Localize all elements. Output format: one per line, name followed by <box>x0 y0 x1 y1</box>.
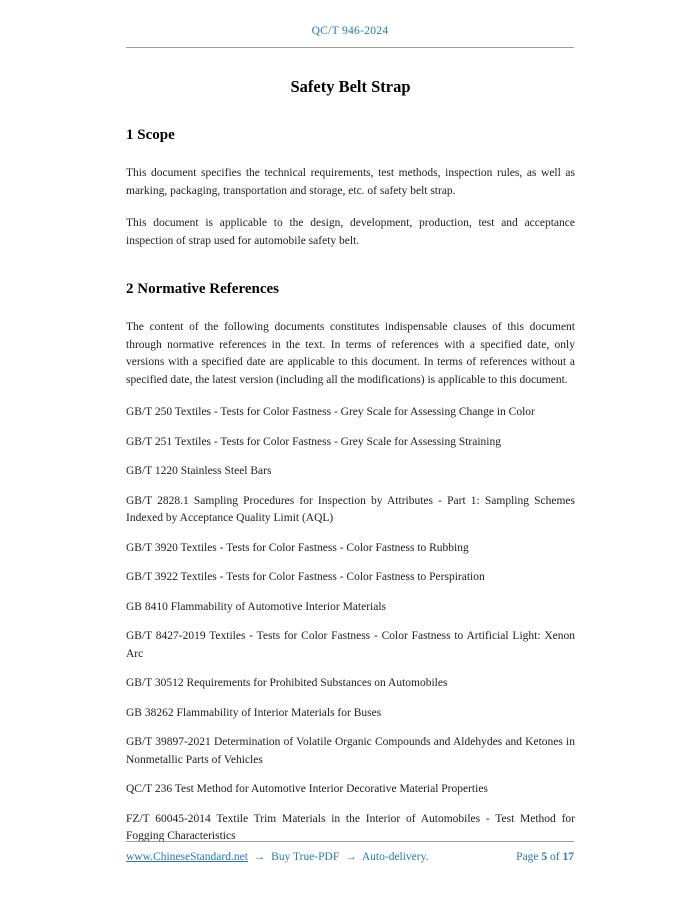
reference-item: GB 38262 Flammability of Interior Materials for Buses <box>126 706 382 719</box>
page-footer <box>126 841 574 863</box>
reference-item: GB/T 2828.1 Sampling Procedures for Inspection by Attributes - Part 1: Sampling Schemes Indexed by Acceptance Quality Limit (AQL) <box>126 494 575 524</box>
current-page-number: 5 <box>541 851 548 863</box>
document-title: Safety Belt Strap <box>290 77 411 96</box>
reference-item: GB/T 30512 Requirements for Prohibited Substances on Automobiles <box>126 677 448 689</box>
scope-paragraph-2: This document is applicable to the design, development, production, test and acceptance inspection of strap used for automobile safety belt. <box>126 217 575 247</box>
reference-item: GB/T 3920 Textiles - Tests for Color Fastness - Color Fastness to Rubbing <box>126 541 469 554</box>
reference-item: GB/T 1220 Stainless Steel Bars <box>126 465 272 477</box>
reference-item: GB/T 3922 Textiles - Tests for Color Fastness - Color Fastness to Perspiration <box>126 571 485 583</box>
footer-delivery-label: Auto-delivery. <box>361 851 429 863</box>
section-heading-normative-references: 2 Normative References <box>126 281 279 297</box>
arrow-icon: → <box>253 851 266 863</box>
arrow-icon: → <box>345 851 357 863</box>
total-page-number: 17 <box>562 851 574 863</box>
page-word: Page <box>516 851 539 863</box>
header-doc-code: QC/T 946-2024 <box>311 25 389 37</box>
reference-item: GB/T 251 Textiles - Tests for Color Fastness - Grey Scale for Assessing Straining <box>126 435 501 448</box>
section-heading-scope: 1 Scope <box>126 127 175 143</box>
reference-item: GB/T 250 Textiles - Tests for Color Fastness - Grey Scale for Assessing Change in Color <box>126 406 535 418</box>
footer-buy-label: Buy True-PDF <box>271 851 340 863</box>
page-header <box>126 25 574 37</box>
reference-item: GB/T 39897-2021 Determination of Volatile Organic Compounds and Aldehydes and Ketones in Nonmetallic Parts of Vehicles <box>126 736 575 766</box>
of-word: of <box>550 851 560 863</box>
normative-references-intro: The content of the following documents constitutes indispensable clauses of this document through normative references in the text. In terms of references with a specified date, only versions with a specified date are applicable to this document. In terms of references without a specified date, the latest version (including all the modifications) is applicable to this document. <box>126 321 575 386</box>
site-link[interactable]: www.ChineseStandard.net <box>126 851 248 863</box>
scope-paragraph-1: This document specifies the technical requirements, test methods, inspection rules, as well as marking, packaging, transportation and storage, etc. of safety belt strap. <box>126 167 575 197</box>
reference-item: FZ/T 60045-2014 Textile Trim Materials in the Interior of Automobiles - Test Method for Fogging Characteristics <box>126 812 575 842</box>
reference-item: QC/T 236 Test Method for Automotive Interior Decorative Material Properties <box>126 783 488 795</box>
document-content <box>126 71 575 858</box>
header-divider <box>126 47 574 48</box>
reference-item: GB/T 8427-2019 Textiles - Tests for Color Fastness - Color Fastness to Artificial Light: Xenon Arc <box>126 630 575 660</box>
page-indicator <box>516 851 574 863</box>
footer-promo <box>126 851 432 863</box>
reference-item: GB 8410 Flammability of Automotive Interior Materials <box>126 600 386 613</box>
